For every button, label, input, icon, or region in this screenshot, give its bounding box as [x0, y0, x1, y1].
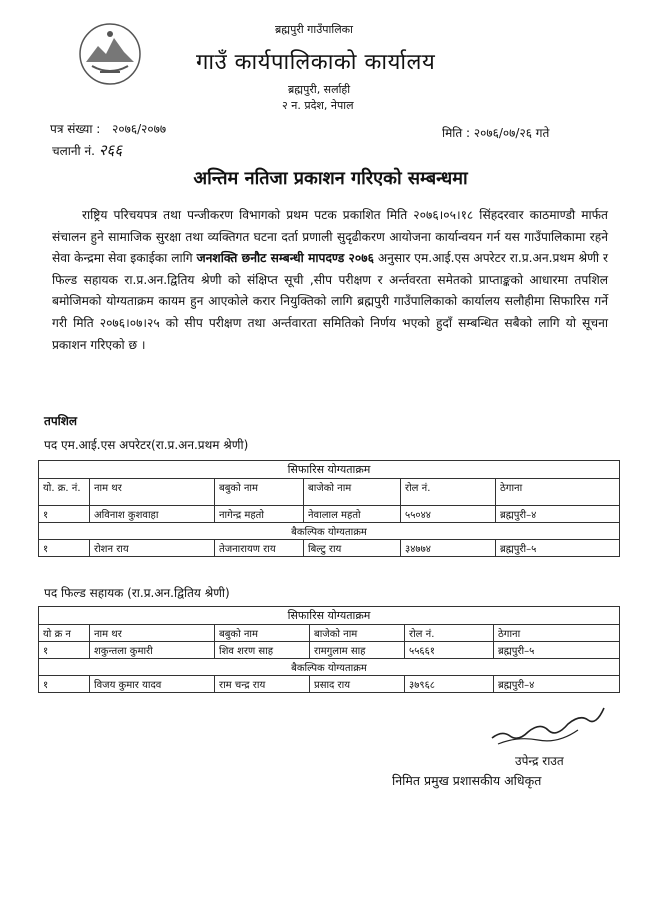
cell: नागेन्द्र महतो	[215, 506, 304, 523]
header-cell: बबुको नाम	[215, 625, 310, 642]
cell: अविनाश कुशवाहा	[90, 506, 215, 523]
dispatch-number	[52, 140, 122, 160]
cell: ब्रह्मपुरी–४	[494, 676, 620, 693]
dispatch-number-label: चलानी नं.	[52, 144, 95, 158]
table-header-row	[39, 479, 620, 506]
body-part-2: अनुसार एम.आई.एस अपरेटर रा.प्र.अन.प्रथम श्रेणी र फिल्ड सहायक रा.प्र.अन.द्वितिय श्रेणी को संक्षिप्त सूची ,सीप परीक्षण र अर्न्तवरता समेतको प्राप्ताङ्कको आधारमा तपशिल बमोजिमको योग्यताक्रम कायम हुन आएकोले करार नियुक्तिको लागि ब्रह्मपुरी गाउँपालिकाको कार्यालय सलौहीमा सिफारिस गर्ने गरी मिति २०७६।०७।२५ को सीप परीक्षण तथा अर्न्तवारता समितिको निर्णय भएको हुदाँ सम्बन्धित सबैको लागि यो सूचना प्रकाशन गरिएको छ ।	[52, 251, 608, 352]
cell: शिव शरण साह	[215, 642, 310, 659]
cell: १	[39, 540, 90, 557]
letter-number	[50, 120, 166, 137]
cell: ३४७७४	[401, 540, 496, 557]
header-cell: नाम थर	[90, 479, 215, 506]
cell: १	[39, 506, 90, 523]
header-cell: यो. क्र. नं.	[39, 479, 90, 506]
dispatch-number-value: २६६	[98, 141, 123, 159]
date	[442, 124, 549, 141]
cell: १	[39, 642, 90, 659]
handwritten-signature	[488, 700, 608, 750]
section1-label: पद एम.आई.एस अपरेटर(रा.प्र.अन.प्रथम श्रेणी)	[44, 438, 249, 452]
table-header-row	[39, 625, 620, 642]
cell: ३७९६८	[405, 676, 494, 693]
date-value: २०७६/०७/२६ गते	[473, 126, 550, 140]
cell: शकुन्तला कुमारी	[90, 642, 215, 659]
section1-alt-title: बैकल्पिक योग्यताक्रम	[39, 523, 620, 540]
header-address: ब्रह्मपुरी, सर्लाही	[288, 83, 351, 96]
cell: तेजनारायण राय	[215, 540, 304, 557]
table-row	[39, 676, 620, 693]
letter-number-value: २०७६/२०७७	[112, 122, 167, 136]
header-cell: नाम थर	[90, 625, 215, 642]
section1-table	[38, 460, 620, 557]
header-cell: बाजेको नाम	[310, 625, 405, 642]
body-part-1: राष्ट्रिय परिचयपत्र तथा पन्जीकरण विभागको प्रथम पटक प्रकाशित मिति २०७६।०५।१८ सिंहदरवार काठमाण्डौ मार्फत संचालन हुने सामाजिक सुरक्षा तथा व्यक्तिगत घटना दर्ता प्रणाली सुदृढीकरण आयोजना कार्यान्वयन गर्न यस गाउँपालिकामा रहने सेवा केन्द्रमा सेवा इकाईका लागि	[52, 208, 608, 266]
cell: विजय कुमार यादव	[90, 676, 215, 693]
table-row	[39, 642, 620, 659]
cell: ५५६६१	[405, 642, 494, 659]
header-cell: रोल नं.	[405, 625, 494, 642]
body-bold: जनशक्ति छनौट सम्बन्धी मापदण्ड २०७६	[196, 251, 374, 266]
cell: नेवालाल महतो	[304, 506, 401, 523]
signatory-title: निमित प्रमुख प्रशासकीय अधिकृत	[392, 773, 542, 788]
header-cell: रोल नं.	[401, 479, 496, 506]
cell: प्रसाद राय	[310, 676, 405, 693]
section2-alt-title: बैकल्पिक योग्यताक्रम	[39, 659, 620, 676]
date-label: मिति :	[442, 126, 471, 140]
table-row	[39, 540, 620, 557]
cell: १	[39, 676, 90, 693]
header-cell: बबुको नाम	[215, 479, 304, 506]
cell: राम चन्द्र राय	[215, 676, 310, 693]
header-cell: ठेगाना	[494, 625, 620, 642]
cell: रोशन राय	[90, 540, 215, 557]
header-municipality: ब्रह्मपुरी गाउँपालिका	[275, 23, 353, 36]
cell: ब्रह्मपुरी–४	[496, 506, 620, 523]
section2-table-title: सिफारिस योग्यताक्रम	[39, 607, 620, 625]
signatory-name: उपेन्द्र राउत	[515, 754, 564, 768]
cell: ब्रह्मपुरी–५	[496, 540, 620, 557]
section2-label: पद फिल्ड सहायक (रा.प्र.अन.द्वितिय श्रेणी)	[44, 586, 230, 600]
cell: बिल्टु राय	[304, 540, 401, 557]
header-title: गाउँ कार्यपालिकाको कार्यालय	[196, 50, 436, 75]
body-paragraph	[52, 205, 608, 356]
cell: ५५०४४	[401, 506, 496, 523]
header-province: २ न. प्रदेश, नेपाल	[282, 99, 354, 112]
table-row	[39, 506, 620, 523]
cell: ब्रह्मपुरी–५	[494, 642, 620, 659]
letter-number-label: पत्र संख्या :	[50, 122, 101, 136]
section1-table-title: सिफारिस योग्यताक्रम	[39, 461, 620, 479]
header-cell: बाजेको नाम	[304, 479, 401, 506]
header-cell: यो क्र न	[39, 625, 90, 642]
header-cell: ठेगाना	[496, 479, 620, 506]
section2-table	[38, 606, 620, 693]
nepal-emblem-icon	[78, 22, 142, 86]
cell: रामगुलाम साह	[310, 642, 405, 659]
tapasil-label: तपशिल	[44, 414, 78, 428]
main-title: अन्तिम नतिजा प्रकाशन गरिएको सम्बन्धमा	[193, 168, 468, 189]
